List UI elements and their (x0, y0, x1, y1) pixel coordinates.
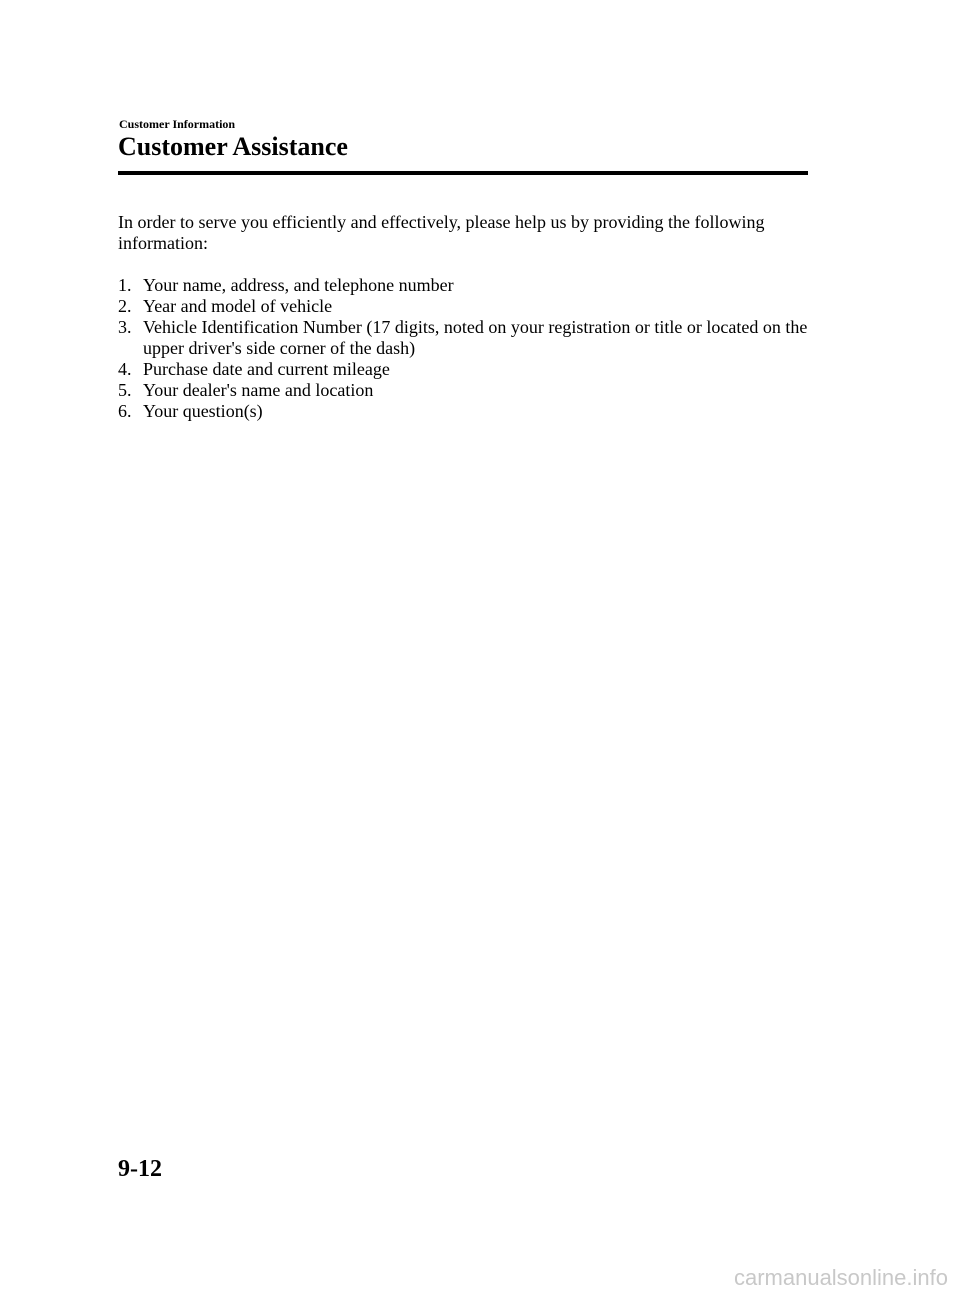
watermark-text: carmanualsonline.info (733, 1265, 948, 1290)
list-item-number: 6. (118, 401, 132, 421)
list-item-number: 4. (118, 359, 132, 379)
list-item (118, 275, 818, 296)
page-number: 9-12 (118, 1156, 162, 1182)
list-item-text: Year and model of vehicle (143, 296, 333, 316)
list-item (118, 317, 818, 359)
list-item-number: 3. (118, 317, 132, 337)
title-rule (118, 171, 808, 175)
list-item-text: Your question(s) (143, 401, 263, 421)
list-item (118, 401, 818, 422)
section-label: Customer Information (119, 117, 236, 131)
list-item-text: Your dealer's name and location (143, 380, 374, 400)
list-item-number: 1. (118, 275, 132, 295)
list-item (118, 359, 818, 380)
list-item-text: Vehicle Identification Number (17 digits, noted on your registration or title or located on the upper driver's side corner of the dash) (143, 317, 808, 358)
intro-paragraph: In order to serve you efficiently and effectively, please help us by providing the following information: (118, 212, 765, 253)
list-item (118, 296, 818, 317)
list-item-number: 2. (118, 296, 132, 316)
info-list (118, 275, 818, 422)
list-item-text: Purchase date and current mileage (143, 359, 390, 379)
list-item-text: Your name, address, and telephone number (143, 275, 454, 295)
page-title: Customer Assistance (118, 132, 348, 161)
list-item-number: 5. (118, 380, 132, 400)
list-item (118, 380, 818, 401)
